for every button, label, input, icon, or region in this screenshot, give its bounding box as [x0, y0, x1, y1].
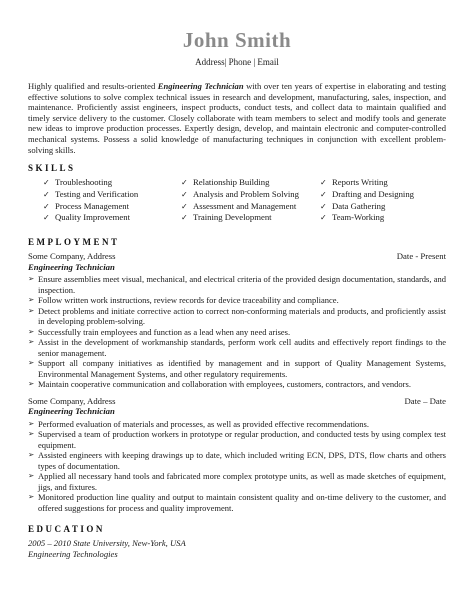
- job-header: [28, 251, 446, 262]
- skill-item: ✓ Process Management: [43, 200, 130, 211]
- skill-item: ✓ Analysis and Problem Solving: [181, 188, 299, 199]
- list-item: ➢ Maintain cooperative communication and collaboration with employees, customers, contractors, and vendors.: [28, 379, 411, 390]
- arrow-bullet-icon: ➢: [28, 295, 35, 305]
- skill-item: ✓ Reports Writing: [320, 177, 388, 188]
- check-icon: ✓: [181, 189, 188, 199]
- arrow-bullet-icon: ➢: [28, 326, 35, 336]
- list-item: ➢ Ensure assemblies meet visual, mechanical, and electrical criteria of the provided design documentation, standards, and inspection.: [28, 274, 446, 295]
- summary-highlight: Engineering Technician: [157, 81, 244, 91]
- education-heading: EDUCATION: [28, 524, 105, 535]
- skill-item: ✓ Drafting and Designing: [320, 188, 415, 199]
- check-icon: ✓: [181, 213, 188, 223]
- employment-heading: EMPLOYMENT: [28, 236, 120, 247]
- list-item: ➢ Follow written work instructions, review records for device traceability and compliance.: [28, 295, 339, 306]
- skill-item: ✓ Training Development: [181, 212, 272, 223]
- check-icon: ✓: [320, 213, 327, 223]
- list-item: ➢ Performed evaluation of materials and processes, as well as provided effective recommendations.: [28, 418, 369, 429]
- arrow-bullet-icon: ➢: [28, 418, 35, 428]
- skills-column-1: [43, 177, 181, 224]
- job-duties-list: [28, 419, 446, 514]
- arrow-bullet-icon: ➢: [28, 450, 35, 460]
- skill-item: ✓ Team-Working: [320, 212, 385, 223]
- check-icon: ✓: [43, 189, 50, 199]
- arrow-bullet-icon: ➢: [28, 305, 35, 315]
- summary-intro: Highly qualified and results-oriented: [28, 81, 158, 91]
- arrow-bullet-icon: ➢: [28, 358, 35, 368]
- skills-column-2: [181, 177, 320, 224]
- contact-line: Address| Phone | Email: [195, 57, 279, 67]
- skills-grid: [28, 177, 446, 224]
- job-entry-2: [28, 396, 446, 514]
- list-item: ➢ Assisted engineers with keeping drawings up to date, which included writing ECN, DPS, DTS, flow charts and others types of documentation.: [28, 450, 446, 471]
- list-item: ➢ Monitored production line quality and output to maintain consistent quality and on-time delivery to the customer, and offered suggestions for process and quality improvement.: [28, 492, 446, 513]
- arrow-bullet-icon: ➢: [28, 429, 35, 439]
- education-degree-line: 2005 – 2010 State University, New-York, USA: [28, 538, 186, 549]
- skill-item: ✓ Testing and Verification: [43, 188, 139, 199]
- job-header: [28, 396, 446, 407]
- job-company: Some Company, Address: [28, 250, 116, 261]
- skill-item: ✓ Quality Improvement: [43, 212, 131, 223]
- skills-heading: SKILLS: [28, 163, 76, 174]
- arrow-bullet-icon: ➢: [28, 471, 35, 481]
- check-icon: ✓: [43, 178, 50, 188]
- job-company: Some Company, Address: [28, 395, 116, 406]
- job-duties-list: [28, 274, 446, 390]
- list-item: ➢ Detect problems and initiate corrective action to correct non-conforming materials and products, and proficiently assist in developing problem-solving.: [28, 305, 446, 327]
- list-item: ➢ Support all company initiatives as identified by management and in support of Quality Management Systems, Environmental Management Systems, and other regulatory requirements.: [28, 358, 446, 379]
- arrow-bullet-icon: ➢: [28, 492, 35, 502]
- check-icon: ✓: [320, 178, 327, 188]
- skill-item: ✓ Assessment and Management: [181, 200, 297, 211]
- list-item: ➢ Applied all necessary hand tools and fabricated more complex prototype units, as well as made sketches of equipment, jigs, and fixtures.: [28, 471, 446, 492]
- job-dates: Date - Present: [396, 250, 446, 261]
- check-icon: ✓: [43, 213, 50, 223]
- job-dates: Date – Date: [404, 395, 446, 406]
- summary-body: with over ten years of expertise in elaborating and testing effective solutions to solve complex technical issues in research and development, manufacturing, sales, inspection, and maintenance. Proficiently assist engineers, inspect products, conduct tests, and collect data to maintain qualified and timely service delivery to the customer. Closely collaborate with team members to select and modify tools and generate new ideas to improve production processes. Expertly design, develop, and maintain electronic and computer-controlled mechanical systems. Possess a solid knowledge of manufacturing techniques in conjunction with excellent problem-solving skills.: [28, 81, 447, 155]
- education-field: Engineering Technologies: [28, 548, 118, 559]
- job-entry-1: [28, 251, 446, 390]
- arrow-bullet-icon: ➢: [28, 379, 35, 389]
- check-icon: ✓: [43, 201, 50, 211]
- skill-item: ✓ Troubleshooting: [43, 177, 113, 188]
- arrow-bullet-icon: ➢: [28, 337, 35, 347]
- list-item: ➢ Supervised a team of production workers in prototype or regular production, and conducted tests by using complex test equipment.: [28, 429, 446, 450]
- check-icon: ✓: [320, 189, 327, 199]
- skill-item: ✓ Relationship Building: [181, 177, 270, 188]
- job-role: Engineering Technician: [28, 406, 115, 417]
- list-item: ➢ Successfully train employees and function as a lead when any need arises.: [28, 326, 291, 337]
- candidate-name: John Smith: [182, 28, 292, 52]
- skills-column-3: [320, 177, 440, 224]
- professional-summary: [28, 81, 446, 155]
- arrow-bullet-icon: ➢: [28, 274, 35, 284]
- job-role: Engineering Technician: [28, 261, 115, 272]
- list-item: ➢ Assist in the development of workmanship standards, perform work cell audits and effectively report findings to the senior management.: [28, 337, 446, 358]
- check-icon: ✓: [181, 201, 188, 211]
- skill-item: ✓ Data Gathering: [320, 200, 386, 211]
- check-icon: ✓: [320, 201, 327, 211]
- check-icon: ✓: [181, 178, 188, 188]
